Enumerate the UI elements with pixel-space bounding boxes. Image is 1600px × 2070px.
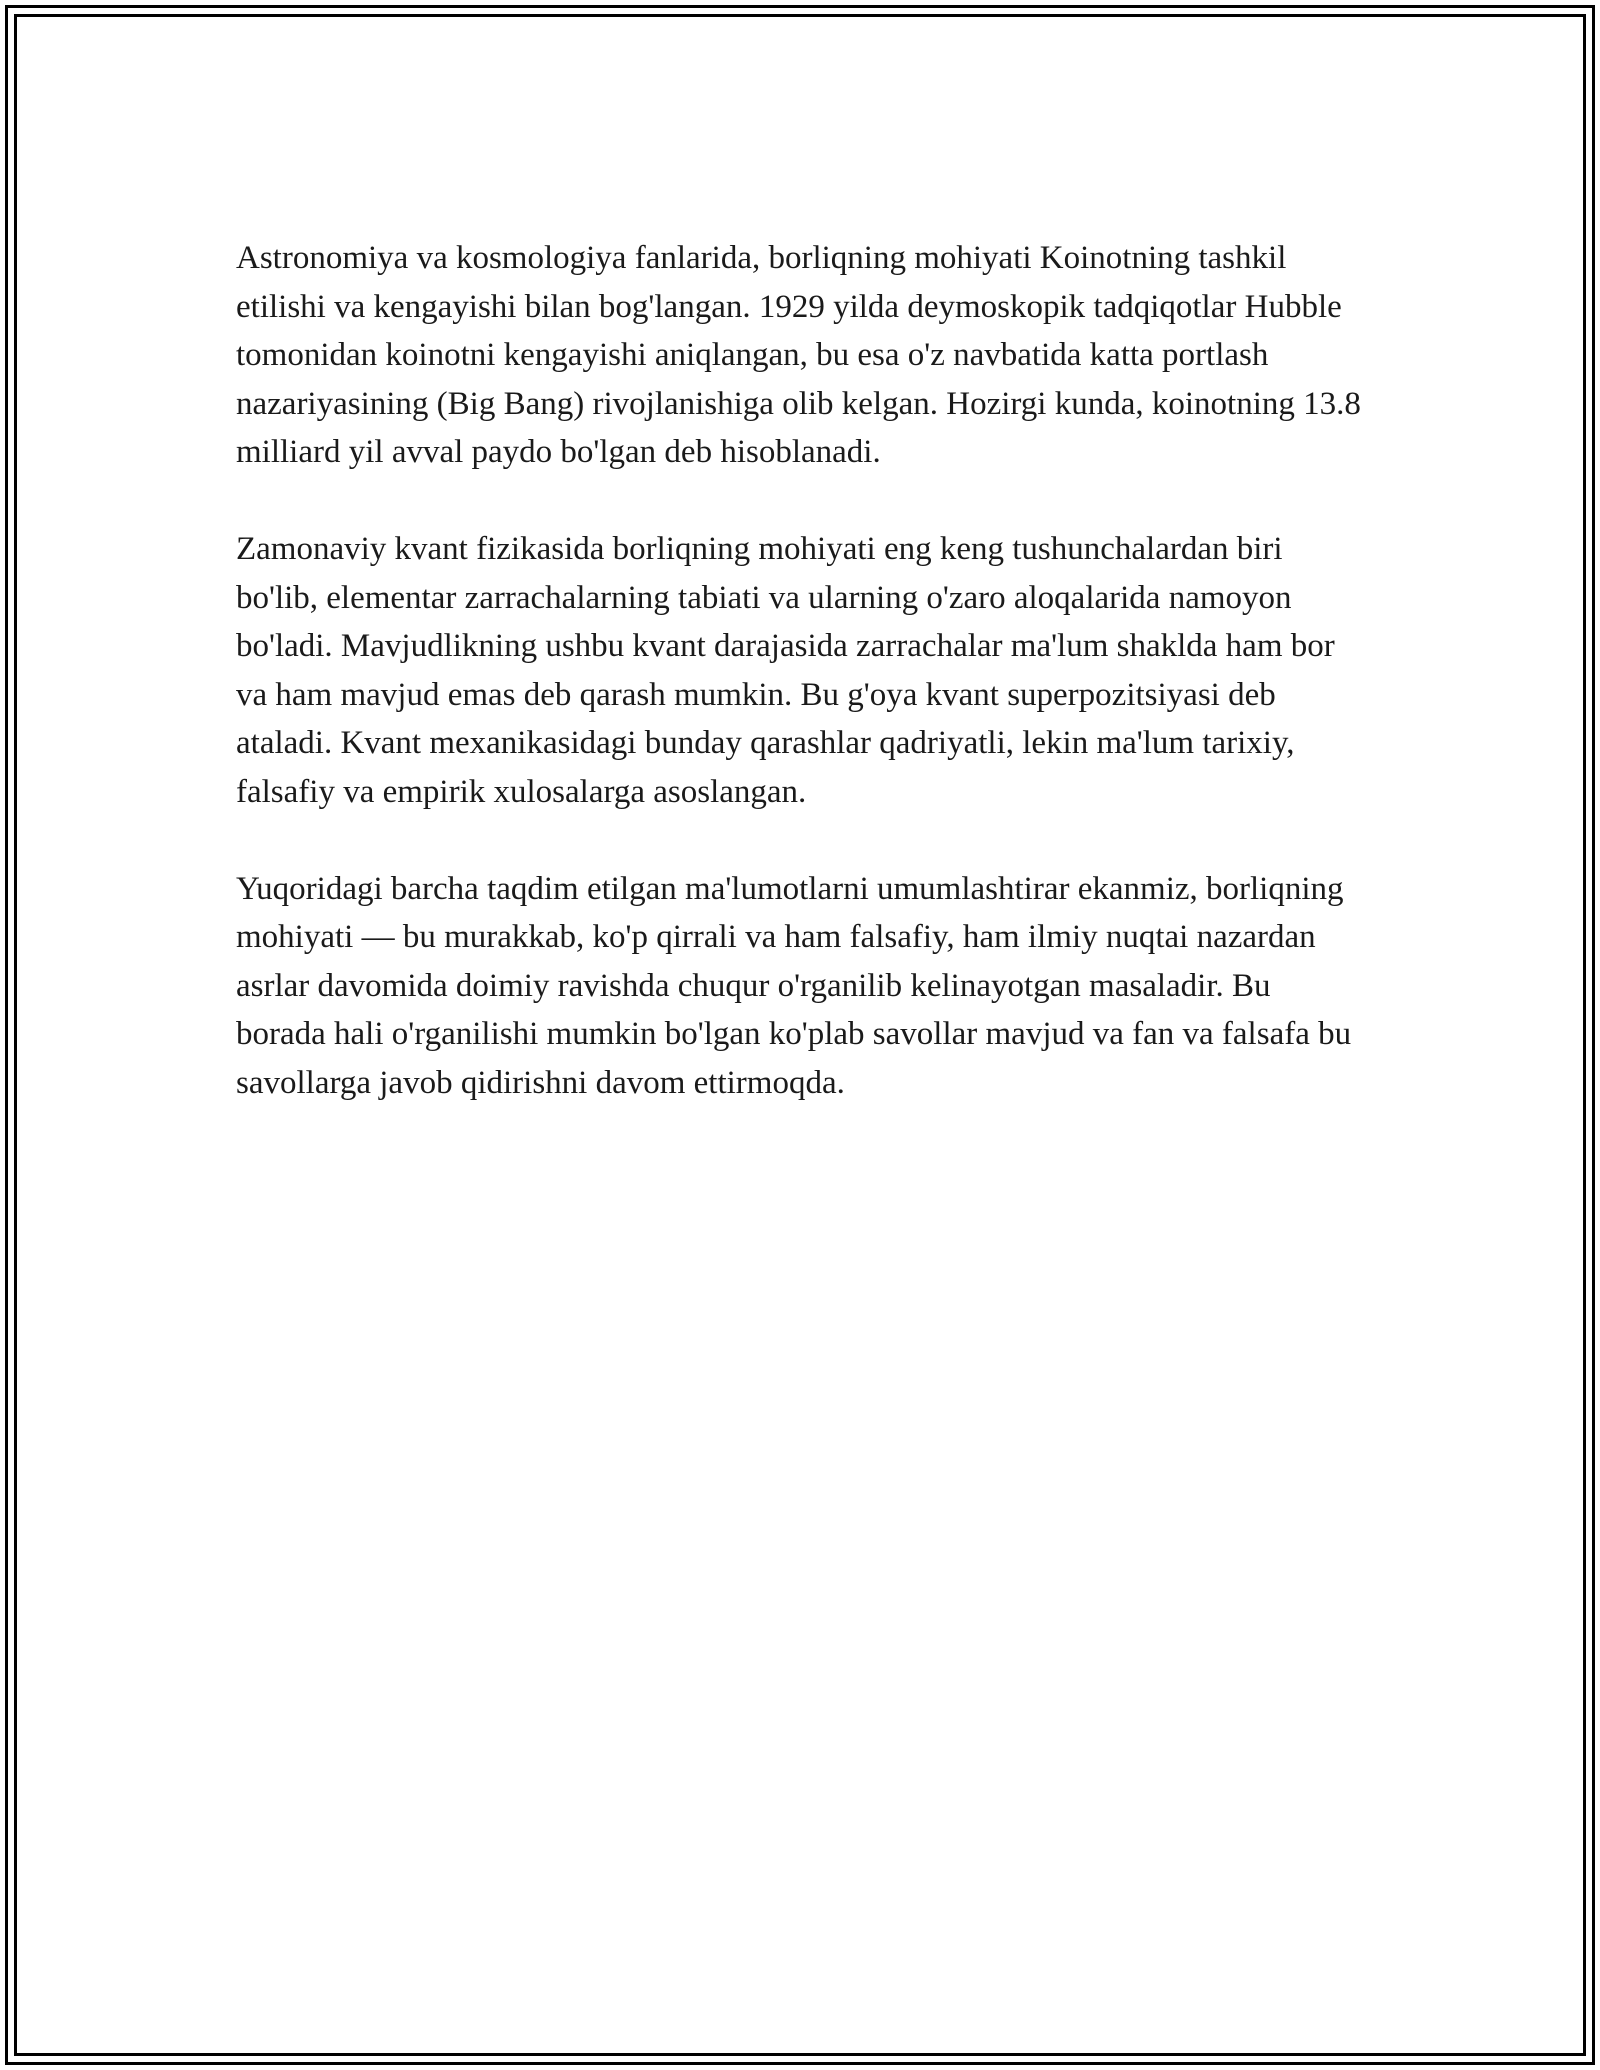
document-body xyxy=(236,234,1366,1156)
paragraph-astronomy: Astronomiya va kosmologiya fanlarida, borliqning mohiyati Koinotning tashkil etilishi va kengayishi bilan bog'langan. 1929 yilda deymoskopik tadqiqotlar Hubble tomonidan koinotni kengayishi aniqlangan, bu esa o'z navbatida katta portlash nazariyasining (Big Bang) rivojlanishiga olib kelgan. Hozirgi kunda, koinotning 13.8 milliard yil avval paydo bo'lgan deb hisoblanadi. xyxy=(236,240,1361,470)
paragraph-conclusion: Yuqoridagi barcha taqdim etilgan ma'lumotlarni umumlashtirar ekanmiz, borliqning mohiyati — bu murakkab, ko'p qirrali va ham falsafiy, ham ilmiy nuqtai nazardan asrlar davomida doimiy ravishda chuqur o'rganilib kelinayotgan masaladir. Bu borada hali o'rganilishi mumkin bo'lgan ko'plab savollar mavjud va fan va falsafa bu savollarga javob qidirishni davom ettirmoqda. xyxy=(236,870,1352,1101)
paragraph-quantum-physics: Zamonaviy kvant fizikasida borliqning mohiyati eng keng tushunchalardan biri bo'lib, elementar zarrachalarning tabiati va ularning o'zaro aloqalarida namoyon bo'ladi. Mavjudlikning ushbu kvant darajasida zarrachalar ma'lum shaklda ham bor va ham mavjud emas deb qarash mumkin. Bu g'oya kvant superpozitsiyasi deb ataladi. Kvant mexanikasidagi bunday qarashlar qadriyatli, lekin ma'lum tarixiy, falsafiy va empirik xulosalarga asoslangan. xyxy=(236,531,1335,810)
